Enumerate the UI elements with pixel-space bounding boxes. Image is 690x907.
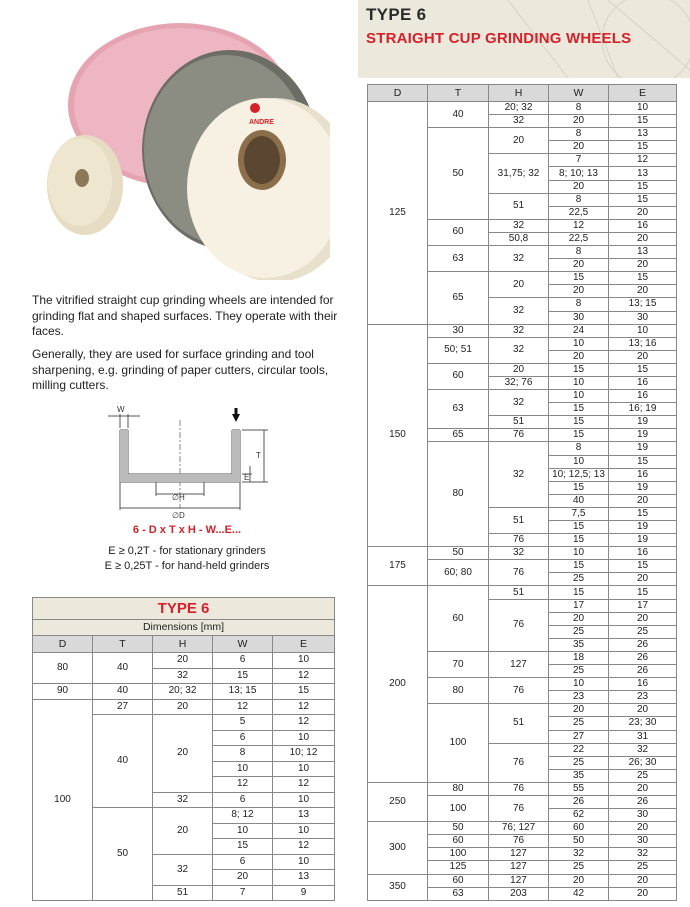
table-cell: 20 xyxy=(609,232,677,245)
table-cell: 10 xyxy=(549,455,609,468)
table-cell: 32 xyxy=(489,246,549,272)
table-cell: 20 xyxy=(549,141,609,154)
table-cell: 20 xyxy=(549,612,609,625)
table-cell: 60 xyxy=(428,874,489,887)
table-cell: 27 xyxy=(93,699,153,715)
table-cell: 27 xyxy=(549,730,609,743)
table-cell: 35 xyxy=(549,769,609,782)
table-cell: 30 xyxy=(428,324,489,337)
table-cell: 13 xyxy=(273,870,335,886)
table-cell: 10 xyxy=(213,761,273,777)
table-cell: 15 xyxy=(609,141,677,154)
table-row xyxy=(33,684,335,700)
table-cell: 32 xyxy=(153,668,213,684)
table-cell: 20 xyxy=(609,285,677,298)
table-cell: 20 xyxy=(213,870,273,886)
col-header: E xyxy=(273,636,335,653)
table-cell: 31 xyxy=(609,730,677,743)
table-cell: 8; 12 xyxy=(213,808,273,824)
table-cell: 8 xyxy=(213,746,273,762)
table-cell: 80 xyxy=(428,678,489,704)
table-cell: 32 xyxy=(489,324,549,337)
table-row xyxy=(368,782,677,795)
table-cell: 20 xyxy=(549,285,609,298)
table-cell: 65 xyxy=(428,429,489,442)
table-cell: 350 xyxy=(368,874,428,900)
table-cell: 32 xyxy=(549,848,609,861)
table-cell: 10; 12,5; 13 xyxy=(549,468,609,481)
table-cell: 26 xyxy=(549,795,609,808)
table-cell: 15 xyxy=(609,180,677,193)
table-cell: 25 xyxy=(549,717,609,730)
table-cell: 15 xyxy=(549,586,609,599)
table-cell: 8 xyxy=(549,102,609,115)
table-cell: 50 xyxy=(428,128,489,220)
table-cell: 9 xyxy=(273,885,335,901)
table-cell: 76 xyxy=(489,795,549,821)
table-cell: 10 xyxy=(549,376,609,389)
table-cell: 10 xyxy=(549,390,609,403)
table-cell: 32 xyxy=(489,442,549,507)
table-cell: 60 xyxy=(428,586,489,651)
table-cell: 20 xyxy=(489,272,549,298)
table-cell: 300 xyxy=(368,822,428,874)
table-cell: 50 xyxy=(428,822,489,835)
table-cell: 22,5 xyxy=(549,206,609,219)
table-cell: 6 xyxy=(213,730,273,746)
table-cell: 15 xyxy=(549,403,609,416)
table-cell: 50 xyxy=(549,835,609,848)
table-cell: 76 xyxy=(489,429,549,442)
table-cell: 203 xyxy=(489,887,549,900)
table-cell: 12 xyxy=(549,219,609,232)
table-cell: 20; 32 xyxy=(153,684,213,700)
table-cell: 76 xyxy=(489,743,549,782)
table-cell: 10; 12 xyxy=(273,746,335,762)
arrow-down-icon xyxy=(232,414,240,422)
table-cell: 175 xyxy=(368,547,428,586)
table-cell: 13 xyxy=(609,167,677,180)
table-cell: 20 xyxy=(609,494,677,507)
table-cell: 50; 51 xyxy=(428,337,489,363)
table-cell: 15 xyxy=(213,668,273,684)
table-cell: 40 xyxy=(428,102,489,128)
table-cell: 60 xyxy=(549,822,609,835)
table-cell: 13; 15 xyxy=(213,684,273,700)
table-cell: 10 xyxy=(273,792,335,808)
table-cell: 15 xyxy=(609,455,677,468)
table-cell: 26 xyxy=(609,665,677,678)
table-cell: 26 xyxy=(609,795,677,808)
table-cell: 20 xyxy=(153,653,213,669)
table-cell: 10 xyxy=(273,823,335,839)
table-cell: 76 xyxy=(489,678,549,704)
table-cell: 20 xyxy=(549,259,609,272)
table-cell: 76 xyxy=(489,599,549,651)
table-cell: 60 xyxy=(428,219,489,245)
table-cell: 8 xyxy=(549,246,609,259)
table-cell: 23; 30 xyxy=(609,717,677,730)
table-cell: 76 xyxy=(489,534,549,547)
table-cell: 30 xyxy=(609,809,677,822)
table-cell: 127 xyxy=(489,874,549,887)
table-cell: 23 xyxy=(549,691,609,704)
table-row xyxy=(368,547,677,560)
table-row xyxy=(33,653,335,669)
table-header-row xyxy=(33,636,335,653)
table-cell: 10 xyxy=(273,730,335,746)
table-cell: 76 xyxy=(489,782,549,795)
table-cell: 50 xyxy=(428,547,489,560)
col-header: D xyxy=(368,85,428,102)
table-cell: 40 xyxy=(549,494,609,507)
table-cell: 6 xyxy=(213,854,273,870)
dim-w-label: W xyxy=(117,405,125,414)
table-cell: 51 xyxy=(489,704,549,743)
table-cell: 15 xyxy=(549,534,609,547)
table-cell: 26; 30 xyxy=(609,756,677,769)
table-cell: 15 xyxy=(549,481,609,494)
table-cell: 63 xyxy=(428,390,489,429)
table-cell: 25 xyxy=(549,665,609,678)
dim-e-label: E xyxy=(244,473,250,482)
table-cell: 20 xyxy=(153,715,213,793)
table-cell: 5 xyxy=(213,715,273,731)
table-cell: 15 xyxy=(609,560,677,573)
table-cell: 100 xyxy=(428,795,489,821)
table-cell: 15 xyxy=(549,272,609,285)
table-cell: 20 xyxy=(609,704,677,717)
table-cell: 10 xyxy=(549,547,609,560)
table-cell: 100 xyxy=(428,704,489,783)
table-cell: 12 xyxy=(213,699,273,715)
table-cell: 60 xyxy=(428,835,489,848)
table-cell: 16 xyxy=(609,376,677,389)
table-cell: 25 xyxy=(549,861,609,874)
condition-hand-held: E ≥ 0,25T - for hand-held grinders xyxy=(104,560,270,572)
table-cell: 17 xyxy=(609,599,677,612)
table-cell: 15 xyxy=(549,429,609,442)
table-cell: 10 xyxy=(213,823,273,839)
table-cell: 16 xyxy=(609,219,677,232)
col-header: T xyxy=(428,85,489,102)
table-cell: 250 xyxy=(368,782,428,821)
table-cell: 90 xyxy=(33,684,93,700)
table-cell: 15 xyxy=(549,521,609,534)
table-cell: 22 xyxy=(549,743,609,756)
table-cell: 25 xyxy=(609,769,677,782)
dimensions-table-main xyxy=(367,84,677,901)
col-header: H xyxy=(153,636,213,653)
table-cell: 32 xyxy=(489,115,549,128)
table-cell: 20 xyxy=(609,259,677,272)
table-cell: 50,8 xyxy=(489,232,549,245)
table-cell: 30 xyxy=(549,311,609,324)
table-cell: 51 xyxy=(489,586,549,599)
table-cell: 51 xyxy=(153,885,213,901)
table-cell: 10 xyxy=(273,653,335,669)
table-cell: 32 xyxy=(153,854,213,885)
table-cell: 20 xyxy=(609,782,677,795)
table-cell: 8 xyxy=(549,193,609,206)
table-cell: 127 xyxy=(489,848,549,861)
table-cell: 12 xyxy=(273,715,335,731)
table-cell: 80 xyxy=(428,442,489,547)
table-cell: 30 xyxy=(609,311,677,324)
table-cell: 32 xyxy=(489,547,549,560)
table-cell: 35 xyxy=(549,638,609,651)
table-cell: 19 xyxy=(609,481,677,494)
table-cell: 20 xyxy=(489,128,549,154)
table-cell: 13; 16 xyxy=(609,337,677,350)
cup-wheel-drawing xyxy=(100,400,290,520)
table-cell: 26 xyxy=(609,651,677,664)
table-cell: 76; 127 xyxy=(489,822,549,835)
table-cell: 12 xyxy=(273,699,335,715)
col-header: D xyxy=(33,636,93,653)
brand-logo-icon xyxy=(250,103,260,113)
table-cell: 20 xyxy=(609,822,677,835)
table-cell: 22,5 xyxy=(549,232,609,245)
table-cell: 13 xyxy=(609,246,677,259)
table-row xyxy=(368,874,677,887)
table-cell: 12 xyxy=(273,777,335,793)
dim-h-label: ∅H xyxy=(172,493,185,502)
table-row xyxy=(368,822,677,835)
dimensions-table-small xyxy=(32,597,335,901)
table-cell: 15 xyxy=(609,363,677,376)
table-cell: 15 xyxy=(273,684,335,700)
table-cell: 12 xyxy=(609,154,677,167)
table-cell: 127 xyxy=(489,651,549,677)
product-photo xyxy=(30,10,330,280)
dim-d-label: ∅D xyxy=(172,511,185,520)
table-cell: 23 xyxy=(609,691,677,704)
table-cell: 150 xyxy=(368,324,428,547)
table-cell: 7 xyxy=(549,154,609,167)
table-cell: 13 xyxy=(609,128,677,141)
table-cell: 200 xyxy=(368,586,428,782)
table-cell: 20 xyxy=(549,704,609,717)
table-cell: 20 xyxy=(609,887,677,900)
table-cell: 15 xyxy=(609,507,677,520)
table-cell: 65 xyxy=(428,272,489,324)
table-cell: 31,75; 32 xyxy=(489,154,549,193)
table-cell: 60 xyxy=(428,363,489,389)
table-cell: 13 xyxy=(273,808,335,824)
table-cell: 12 xyxy=(213,777,273,793)
table-row xyxy=(368,324,677,337)
table-cell: 15 xyxy=(609,193,677,206)
table-cell: 32; 76 xyxy=(489,376,549,389)
table-cell: 10 xyxy=(609,324,677,337)
table-cell: 76 xyxy=(489,835,549,848)
table-cell: 15 xyxy=(549,560,609,573)
table-cell: 15 xyxy=(213,839,273,855)
table-cell: 20 xyxy=(549,180,609,193)
table-cell: 19 xyxy=(609,429,677,442)
table-cell: 6 xyxy=(213,792,273,808)
table-cell: 25 xyxy=(609,625,677,638)
table-cell: 125 xyxy=(428,861,489,874)
table-cell: 30 xyxy=(609,835,677,848)
table-cell: 20 xyxy=(609,350,677,363)
table-cell: 12 xyxy=(273,668,335,684)
intro-paragraph: The vitrified straight cup grinding wheels are intended for grinding flat and shaped surfaces. They operate with their faces. xyxy=(32,293,338,338)
table-cell: 20 xyxy=(153,699,213,715)
condition-stationary: E ≥ 0,2T - for stationary grinders xyxy=(108,545,266,557)
table-cell: 10 xyxy=(609,102,677,115)
table-cell: 70 xyxy=(428,651,489,677)
table-cell: 76 xyxy=(489,560,549,586)
table-cell: 125 xyxy=(368,102,428,325)
table-cell: 10 xyxy=(273,761,335,777)
table-dimensions-label: Dimensions [mm] xyxy=(33,620,335,636)
table-cell: 20 xyxy=(609,612,677,625)
table-cell: 19 xyxy=(609,442,677,455)
table-cell: 55 xyxy=(549,782,609,795)
table-cell: 80 xyxy=(33,653,93,684)
table-cell: 32 xyxy=(153,792,213,808)
table-cell: 40 xyxy=(93,653,153,684)
table-cell: 20 xyxy=(489,363,549,376)
col-header: E xyxy=(609,85,677,102)
table-cell: 16 xyxy=(609,390,677,403)
usage-paragraph: Generally, they are used for surface grinding and tool sharpening, e.g. grinding of paper cutters, circular tools, milling cutters. xyxy=(32,347,329,392)
table-cell: 17 xyxy=(549,599,609,612)
table-cell: 25 xyxy=(609,861,677,874)
table-cell: 40 xyxy=(93,684,153,700)
table-cell: 51 xyxy=(489,416,549,429)
table-title: TYPE 6 xyxy=(33,598,335,620)
col-header: H xyxy=(489,85,549,102)
table-cell: 7,5 xyxy=(549,507,609,520)
table-cell: 16 xyxy=(609,547,677,560)
table-row xyxy=(33,699,335,715)
table-cell: 63 xyxy=(428,887,489,900)
table-cell: 25 xyxy=(549,756,609,769)
table-cell: 32 xyxy=(489,390,549,416)
table-cell: 15 xyxy=(609,115,677,128)
table-cell: 16 xyxy=(609,468,677,481)
table-cell: 51 xyxy=(489,507,549,533)
table-cell: 20 xyxy=(549,874,609,887)
table-cell: 20 xyxy=(609,206,677,219)
col-header: W xyxy=(549,85,609,102)
table-cell: 42 xyxy=(549,887,609,900)
table-cell: 19 xyxy=(609,416,677,429)
page-title: TYPE 6 xyxy=(366,5,427,24)
table-cell: 100 xyxy=(428,848,489,861)
table-cell: 6 xyxy=(213,653,273,669)
dim-t-label: T xyxy=(256,451,261,460)
table-cell: 32 xyxy=(609,848,677,861)
table-cell: 8 xyxy=(549,128,609,141)
table-cell: 100 xyxy=(33,699,93,901)
table-row xyxy=(368,102,677,115)
table-cell: 15 xyxy=(609,586,677,599)
table-cell: 13; 15 xyxy=(609,298,677,311)
table-cell: 18 xyxy=(549,651,609,664)
table-cell: 32 xyxy=(489,337,549,363)
table-cell: 25 xyxy=(549,573,609,586)
table-cell: 15 xyxy=(609,272,677,285)
table-cell: 10 xyxy=(273,854,335,870)
table-cell: 19 xyxy=(609,521,677,534)
table-cell: 20 xyxy=(153,808,213,855)
table-cell: 10 xyxy=(549,337,609,350)
table-cell: 10 xyxy=(549,678,609,691)
table-cell: 16; 19 xyxy=(609,403,677,416)
table-cell: 16 xyxy=(609,678,677,691)
col-header: T xyxy=(93,636,153,653)
table-cell: 7 xyxy=(213,885,273,901)
table-cell: 63 xyxy=(428,246,489,272)
table-cell: 32 xyxy=(489,298,549,324)
brand-logo-text: ANDRE xyxy=(249,119,274,126)
table-cell: 50 xyxy=(93,808,153,901)
table-cell: 15 xyxy=(549,416,609,429)
table-row xyxy=(368,586,677,599)
table-cell: 40 xyxy=(93,715,153,808)
table-cell: 60; 80 xyxy=(428,560,489,586)
table-cell: 20 xyxy=(609,573,677,586)
table-cell: 51 xyxy=(489,193,549,219)
table-cell: 127 xyxy=(489,861,549,874)
table-cell: 32 xyxy=(609,743,677,756)
table-cell: 20 xyxy=(549,115,609,128)
table-cell: 80 xyxy=(428,782,489,795)
table-cell: 24 xyxy=(549,324,609,337)
table-cell: 26 xyxy=(609,638,677,651)
designation-formula: 6 - D x T x H - W...E... xyxy=(132,524,242,536)
table-cell: 62 xyxy=(549,809,609,822)
table-cell: 15 xyxy=(549,363,609,376)
table-cell: 20 xyxy=(549,350,609,363)
table-header-row xyxy=(368,85,677,102)
table-cell: 20; 32 xyxy=(489,102,549,115)
page-subtitle: STRAIGHT CUP GRINDING WHEELS xyxy=(366,30,632,47)
table-cell: 20 xyxy=(609,874,677,887)
table-cell: 32 xyxy=(489,219,549,232)
table-cell: 8; 10; 13 xyxy=(549,167,609,180)
col-header: W xyxy=(213,636,273,653)
table-cell: 19 xyxy=(609,534,677,547)
table-cell: 25 xyxy=(549,625,609,638)
table-cell: 12 xyxy=(273,839,335,855)
table-cell: 8 xyxy=(549,298,609,311)
table-cell: 8 xyxy=(549,442,609,455)
